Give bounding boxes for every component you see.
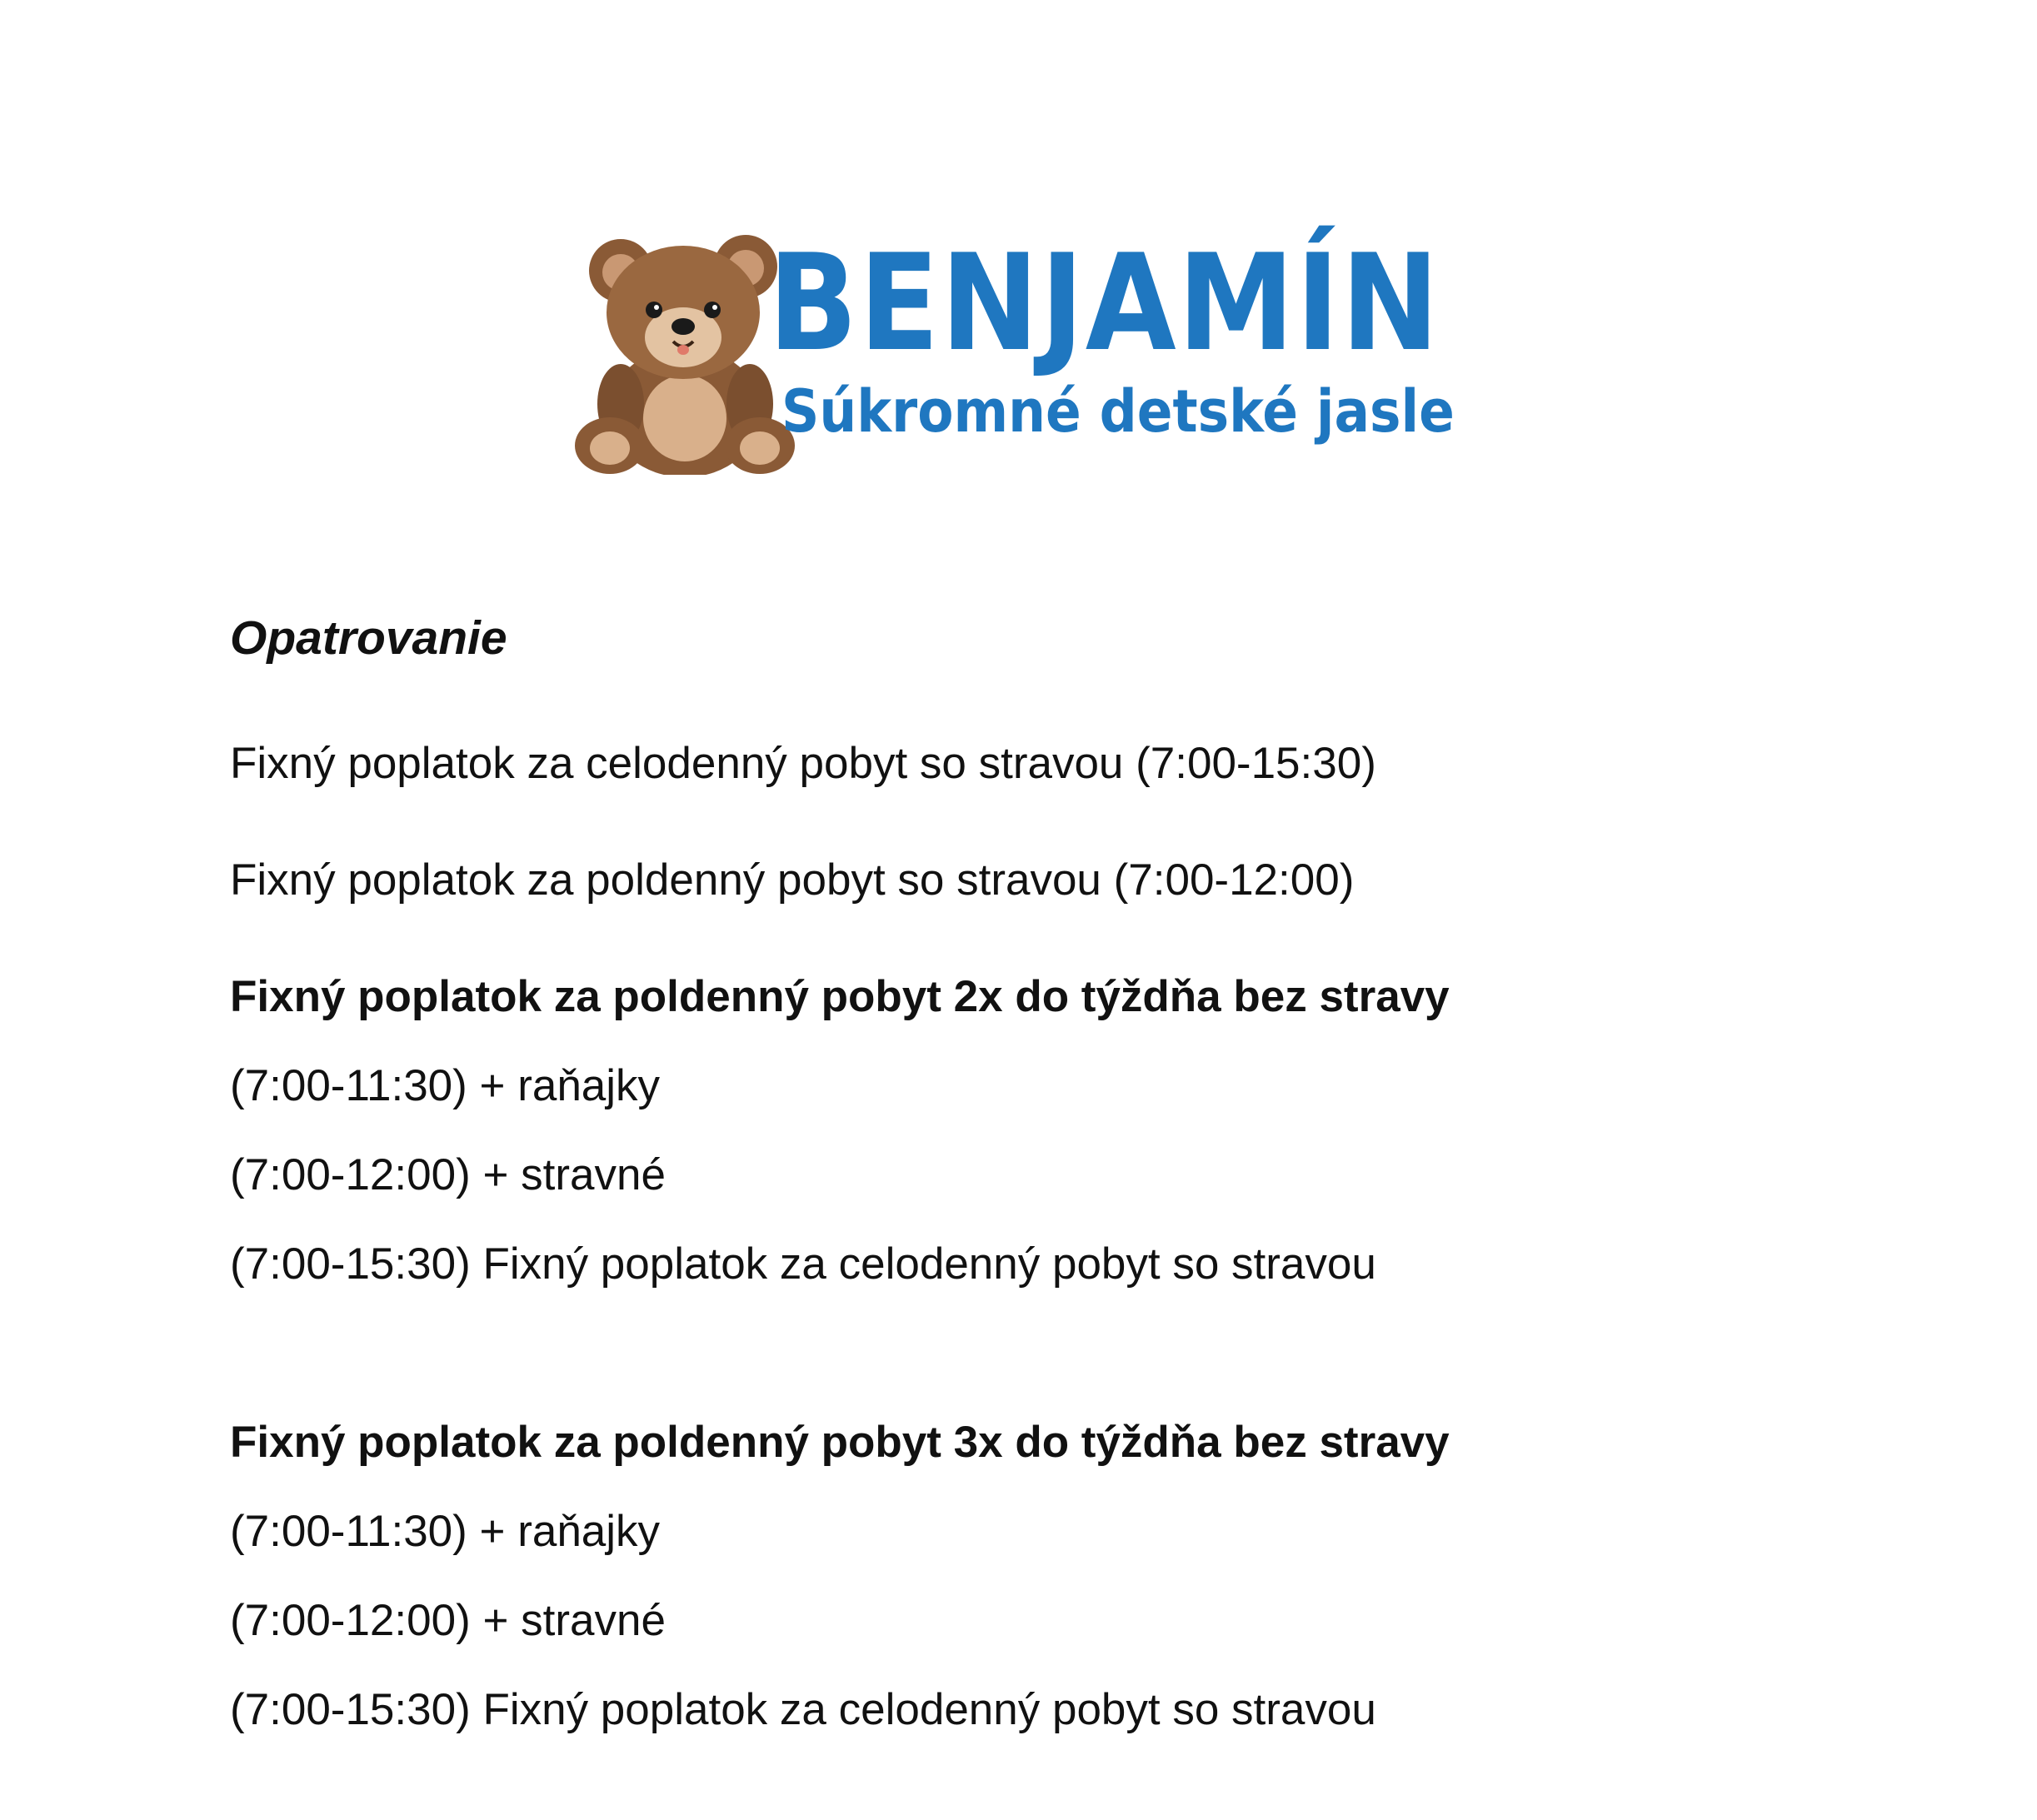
plan-option: (7:00-11:30) + raňajky — [230, 1061, 661, 1110]
plan-title: Fixný poplatok za poldenný pobyt 2x do týždňa bez stravy — [230, 972, 1450, 1021]
plan-option: (7:00-15:30) Fixný poplatok za celodenný pobyt so stravou — [230, 1685, 1376, 1734]
plan-option: (7:00-12:00) + stravné — [230, 1150, 666, 1199]
logo — [575, 225, 1475, 475]
logo-name: BENJAMÍN — [768, 225, 1441, 381]
section-title: Opatrovanie — [230, 611, 507, 665]
teddy-bear-icon — [575, 233, 800, 475]
plan-option: (7:00-12:00) + stravné — [230, 1596, 666, 1645]
fee-line: Fixný poplatok za poldenný pobyt so stravou (7:00-12:00) — [230, 855, 1355, 905]
logo-subtitle: Súkromné detské jasle — [781, 377, 1455, 446]
fee-line: Fixný poplatok za celodenný pobyt so stravou (7:00-15:30) — [230, 739, 1376, 788]
plan-title: Fixný poplatok za poldenný pobyt 3x do týždňa bez stravy — [230, 1418, 1450, 1467]
plan-option: (7:00-15:30) Fixný poplatok za celodenný pobyt so stravou — [230, 1239, 1376, 1289]
plan-option: (7:00-11:30) + raňajky — [230, 1507, 661, 1556]
